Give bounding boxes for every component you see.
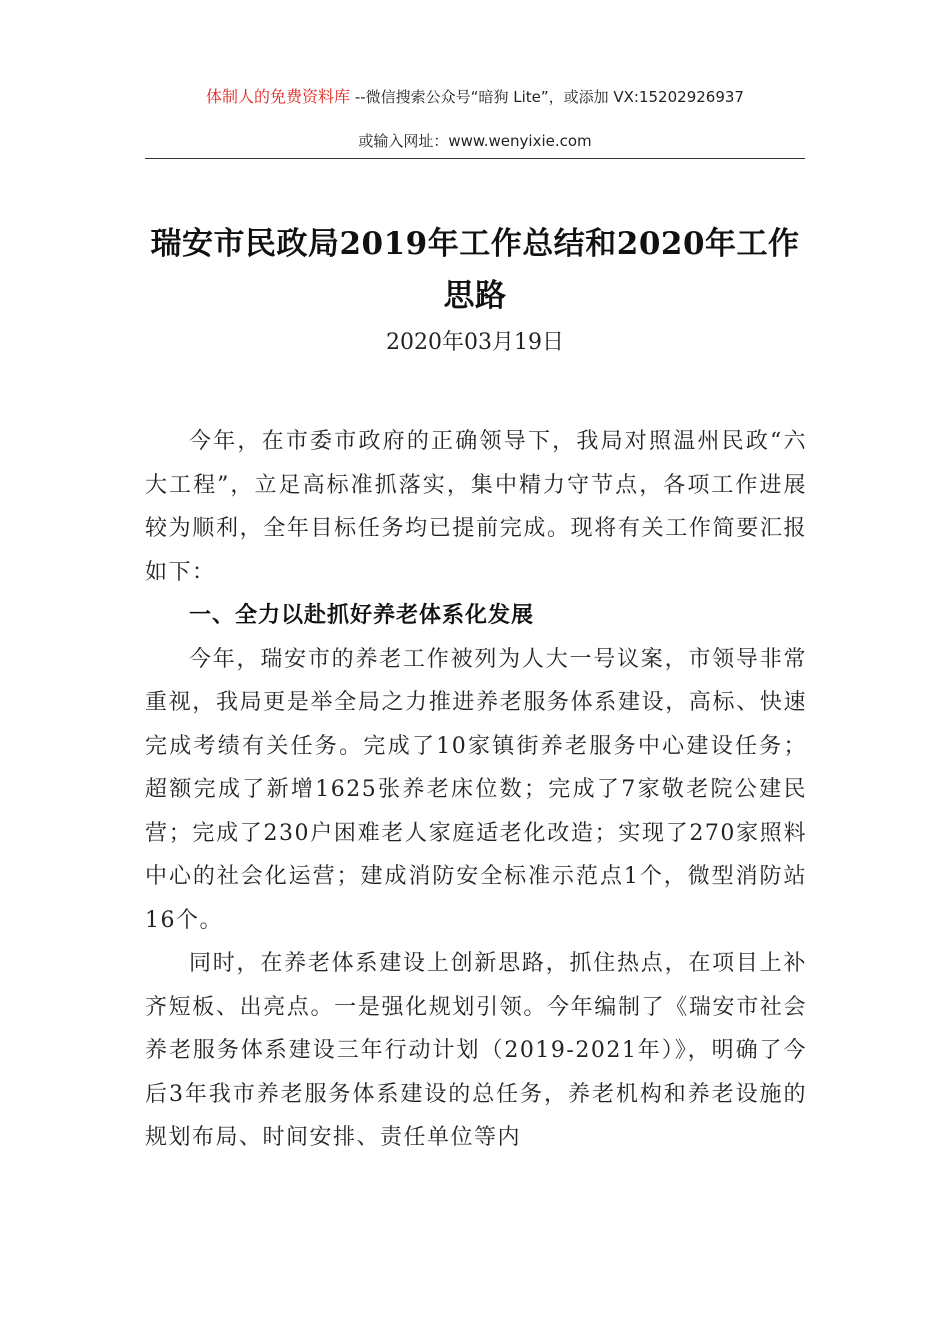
document-date: 2020年03月19日 bbox=[386, 330, 564, 355]
website-line: 或输入网址：www.wenyixie.com bbox=[358, 132, 592, 150]
body-paragraph: 今年，瑞安市的养老工作被列为人大一号议案，市领导非常重视，我局更是举全局之力推进养老服务体系建设，高标、快速完成考绩有关任务。完成了10家镇街养老服务中心建设任务；超额完成了新增1625张养老床位数；完成了7家敬老院公建民营；完成了230户困难老人家庭适老化改造；实现了270家照料中心的社会化运营；建成消防安全标准示范点1个，微型消防站16个。 bbox=[145, 646, 807, 933]
section-heading: 一、全力以赴抓好养老体系化发展 bbox=[189, 603, 535, 628]
header-divider bbox=[145, 158, 805, 159]
document-title: 瑞安市民政局2019年工作总结和2020年工作思路 bbox=[150, 226, 800, 314]
promo-text: --微信搜索公众号“暗狗 Lite”，或添加 VX:15202926937 bbox=[354, 88, 744, 106]
brand-text: 体制人的免费资料库 bbox=[206, 87, 351, 106]
body-paragraph: 同时，在养老体系建设上创新思路，抓住热点，在项目上补齐短板、出亮点。一是强化规划引领。今年编制了《瑞安市社会养老服务体系建设三年行动计划（2019-2021年）》，明确了今后3年我市养老服务体系建设的总任务，养老机构和养老设施的规划布局、时间安排、责任单位等内 bbox=[145, 951, 807, 1150]
intro-paragraph: 今年，在市委市政府的正确领导下，我局对照温州民政“六大工程”，立足高标准抓落实，集中精力守节点，各项工作进展较为顺利，全年目标任务均已提前完成。现将有关工作简要汇报如下： bbox=[145, 429, 807, 585]
document-body bbox=[145, 420, 807, 1160]
promo-header bbox=[0, 86, 950, 108]
